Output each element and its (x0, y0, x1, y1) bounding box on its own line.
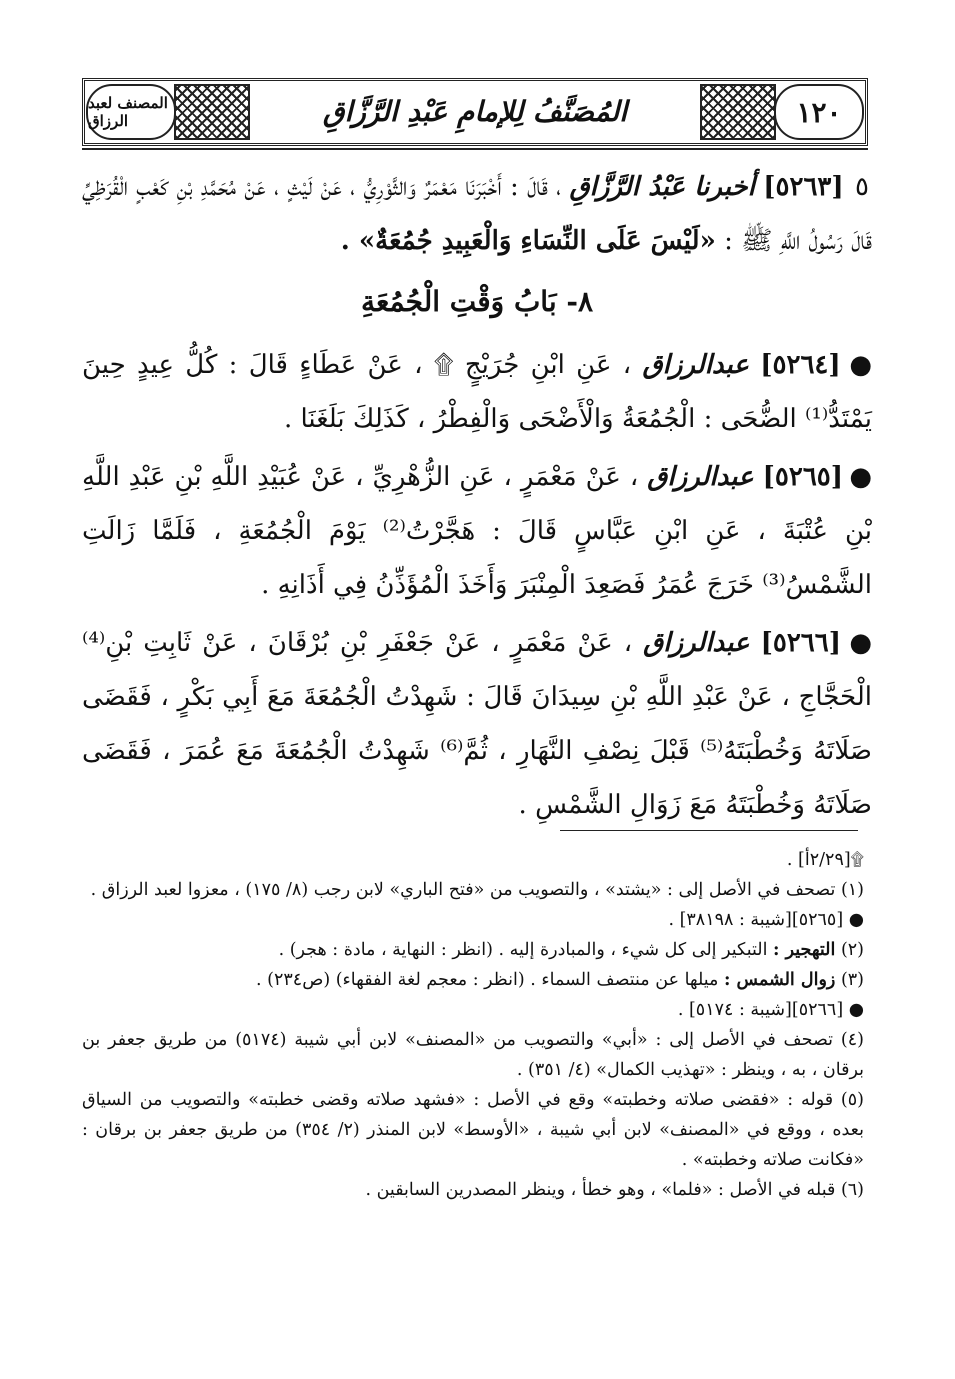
footnote-label: (٥) (840, 1090, 864, 1110)
footnote-term: التهجير : (773, 940, 836, 960)
hadith-number: [٥٢٦٤] (760, 350, 841, 380)
page-number-badge (774, 84, 864, 140)
header-ornament-right (700, 84, 776, 140)
footnote (82, 1025, 864, 1085)
footnote (82, 1175, 864, 1205)
hadith-source: أخبرنا عَبْدُ الرَّزَّاقِ (569, 172, 755, 202)
footnote-text: قوله : «فقضى صلاته وخطبته» وقع في الأصل : «فشهد صلاته وقضى خطبته» والتصويب من السياق بعده ، ووقع في «المصنف» لابن أبي شيبة ، «الأوسط» لابن المنذر (٢/ ٣٥٤) من طريق جعفر بن برقان : «فكانت صلاته وخطبته» . (82, 1090, 864, 1170)
hadith-quote: «لَيْسَ عَلَى النِّسَاءِ وَالْعَبِيدِ جُمُعَةٌ» . (340, 226, 716, 256)
footnote-text: التبكير إلى كل شيء ، والمبادرة إليه . (انظر : النهاية ، مادة : هجر) . (278, 940, 768, 960)
footnote-label: ● (848, 910, 864, 930)
hadith-text: ، قَالَ : أَخْبَرَنَا مَعْمَرٌ وَالثَّوْرِيُّ ، عَنْ لَيْثٍ ، عَنْ مُحَمَّدِ بْنِ كَعْبٍ الْقُرَظِيِّ قَالَ رَسُولُ اللَّهِ ﷺ : (82, 172, 872, 256)
footnote-label: (١) (840, 880, 864, 900)
header-ornament-left (174, 84, 250, 140)
footnote-text: ميلها عن منتصف السماء . (انظر : معجم لغة الفقهاء) (ص٢٣٤) . (256, 970, 719, 990)
hadith-5265 (82, 450, 872, 612)
footnote-text: تصحف في الأصل إلى : «يشتد» ، والتصويب من «فتح الباري» لابن رجب (٨/ ١٧٥) ، معزوا لعبد الرزاق . (90, 880, 836, 900)
footnote-text: [٥٢٦٦][شيبة : ٥١٧٤] . (677, 1000, 844, 1020)
hadith-source: عبدالرزاق (643, 628, 750, 658)
footnote-text: تصحف في الأصل إلى : «أبي» والتصويب من «المصنف» لابن أبي شيبة (٥١٧٤) من طريق جعفر بن برقان ، به ، وينظر : «تهذيب الكمال» (٤/ ٣٥١) . (82, 1030, 864, 1080)
footnote-label: (٣) (840, 970, 864, 990)
footnote (82, 935, 864, 965)
header-rule (82, 148, 868, 150)
footnote-label: (٦) (840, 1180, 864, 1200)
chapter-heading: ٨- بَابُ وَقْتِ الْجُمُعَةِ (360, 285, 594, 318)
running-title: المُصَنَّفُ لِلإمامِ عَبْدِ الرَّزَّاقِ (322, 94, 628, 128)
hadith-marker: ● (849, 350, 872, 380)
hadith-marker: ٥ (855, 172, 870, 202)
footnotes (82, 845, 864, 1205)
book-logo-text: المصنف لعبد الرزاق (88, 94, 168, 130)
footnote (82, 875, 864, 905)
hadith-number: [٥٢٦٣] (763, 172, 844, 202)
footnote (82, 1085, 864, 1175)
hadith-5264 (82, 338, 872, 446)
footnote (82, 965, 864, 995)
footnote-text: قبله في الأصل : «فلما» ، وهو خطأ ، وينظر المصدرين السابقين . (365, 1180, 836, 1200)
footnote-text: [٥٢٦٥][شيبة : ٣٨١٩٨] . (668, 910, 844, 930)
hadith-text: ، عَنِ ابْنِ جُرَيْجٍ ۩ ، عَنْ عَطَاءٍ قَالَ : كُلُّ عِيدٍ حِينَ يَمْتَدُّ⁽¹⁾ الضُّحَى : الْجُمُعَةُ وَالْأَضْحَى وَالْفِطْرُ ، كَذَلِكَ بَلَغَنَا . (82, 350, 872, 434)
footnote-text: ۩[٢/٢٩أ] . (786, 850, 864, 870)
hadith-marker: ● (849, 462, 873, 492)
book-logo (86, 84, 176, 140)
hadith-5266 (82, 616, 872, 832)
hadith-marker: ● (849, 628, 873, 658)
footnote-rule (560, 830, 858, 831)
page-header (82, 78, 868, 146)
main-text (82, 160, 872, 836)
footnote (82, 995, 864, 1025)
footnote (82, 845, 864, 875)
footnote (82, 905, 864, 935)
hadith-number: [٥٢٦٥] (762, 462, 844, 492)
hadith-text: ، عَنْ مَعْمَرٍ ، عَنْ جَعْفَرِ بْنِ بُرْقَانَ ، عَنْ ثَابِتِ بْنِ⁽⁴⁾ الْحَجَّاجِ ، عَنْ عَبْدِ اللَّهِ بْنِ سِيدَانَ قَالَ : شَهِدْتُ الْجُمُعَةَ مَعَ أَبِي بَكْرٍ ، فَقَضَى صَلَاتَهُ وَخُطْبَتَهُ⁽⁵⁾ قَبْلَ نِصْفِ النَّهَارِ ، ثُمَّ⁽⁶⁾ شَهِدْتُ الْجُمُعَةَ مَعَ عُمَرَ ، فَقَضَى صَلَاتَهُ وَخُطْبَتَهُ مَعَ زَوَالِ الشَّمْسِ . (82, 628, 872, 820)
hadith-text: ، عَنْ مَعْمَرٍ ، عَنِ الزُّهْرِيِّ ، عَنْ عُبَيْدِ اللَّهِ بْنِ عَبْدِ اللَّهِ بْنِ عُتْبَةَ ، عَنِ ابْنِ عَبَّاسٍ قَالَ : هَجَّرْتُ⁽²⁾ يَوْمَ الْجُمُعَةِ ، فَلَمَّا زَالَتِ الشَّمْسُ⁽³⁾ خَرَجَ عُمَرُ فَصَعِدَ الْمِنْبَرَ وَأَخَذَ الْمُؤَذِّنُ فِي أَذَانِهِ . (82, 462, 872, 600)
hadith-number: [٥٢٦٦] (760, 628, 842, 658)
hadith-source: عبدالرزاق (647, 462, 754, 492)
footnote-label: (٤) (840, 1030, 864, 1050)
hadith-5263 (82, 160, 872, 268)
footnote-term: زوال الشمس : (724, 970, 836, 990)
footnote-label: ● (848, 1000, 864, 1020)
page-number: ١٢٠ (796, 95, 842, 129)
hadith-source: عبدالرزاق (642, 350, 749, 380)
footnote-label: (٢) (840, 940, 864, 960)
